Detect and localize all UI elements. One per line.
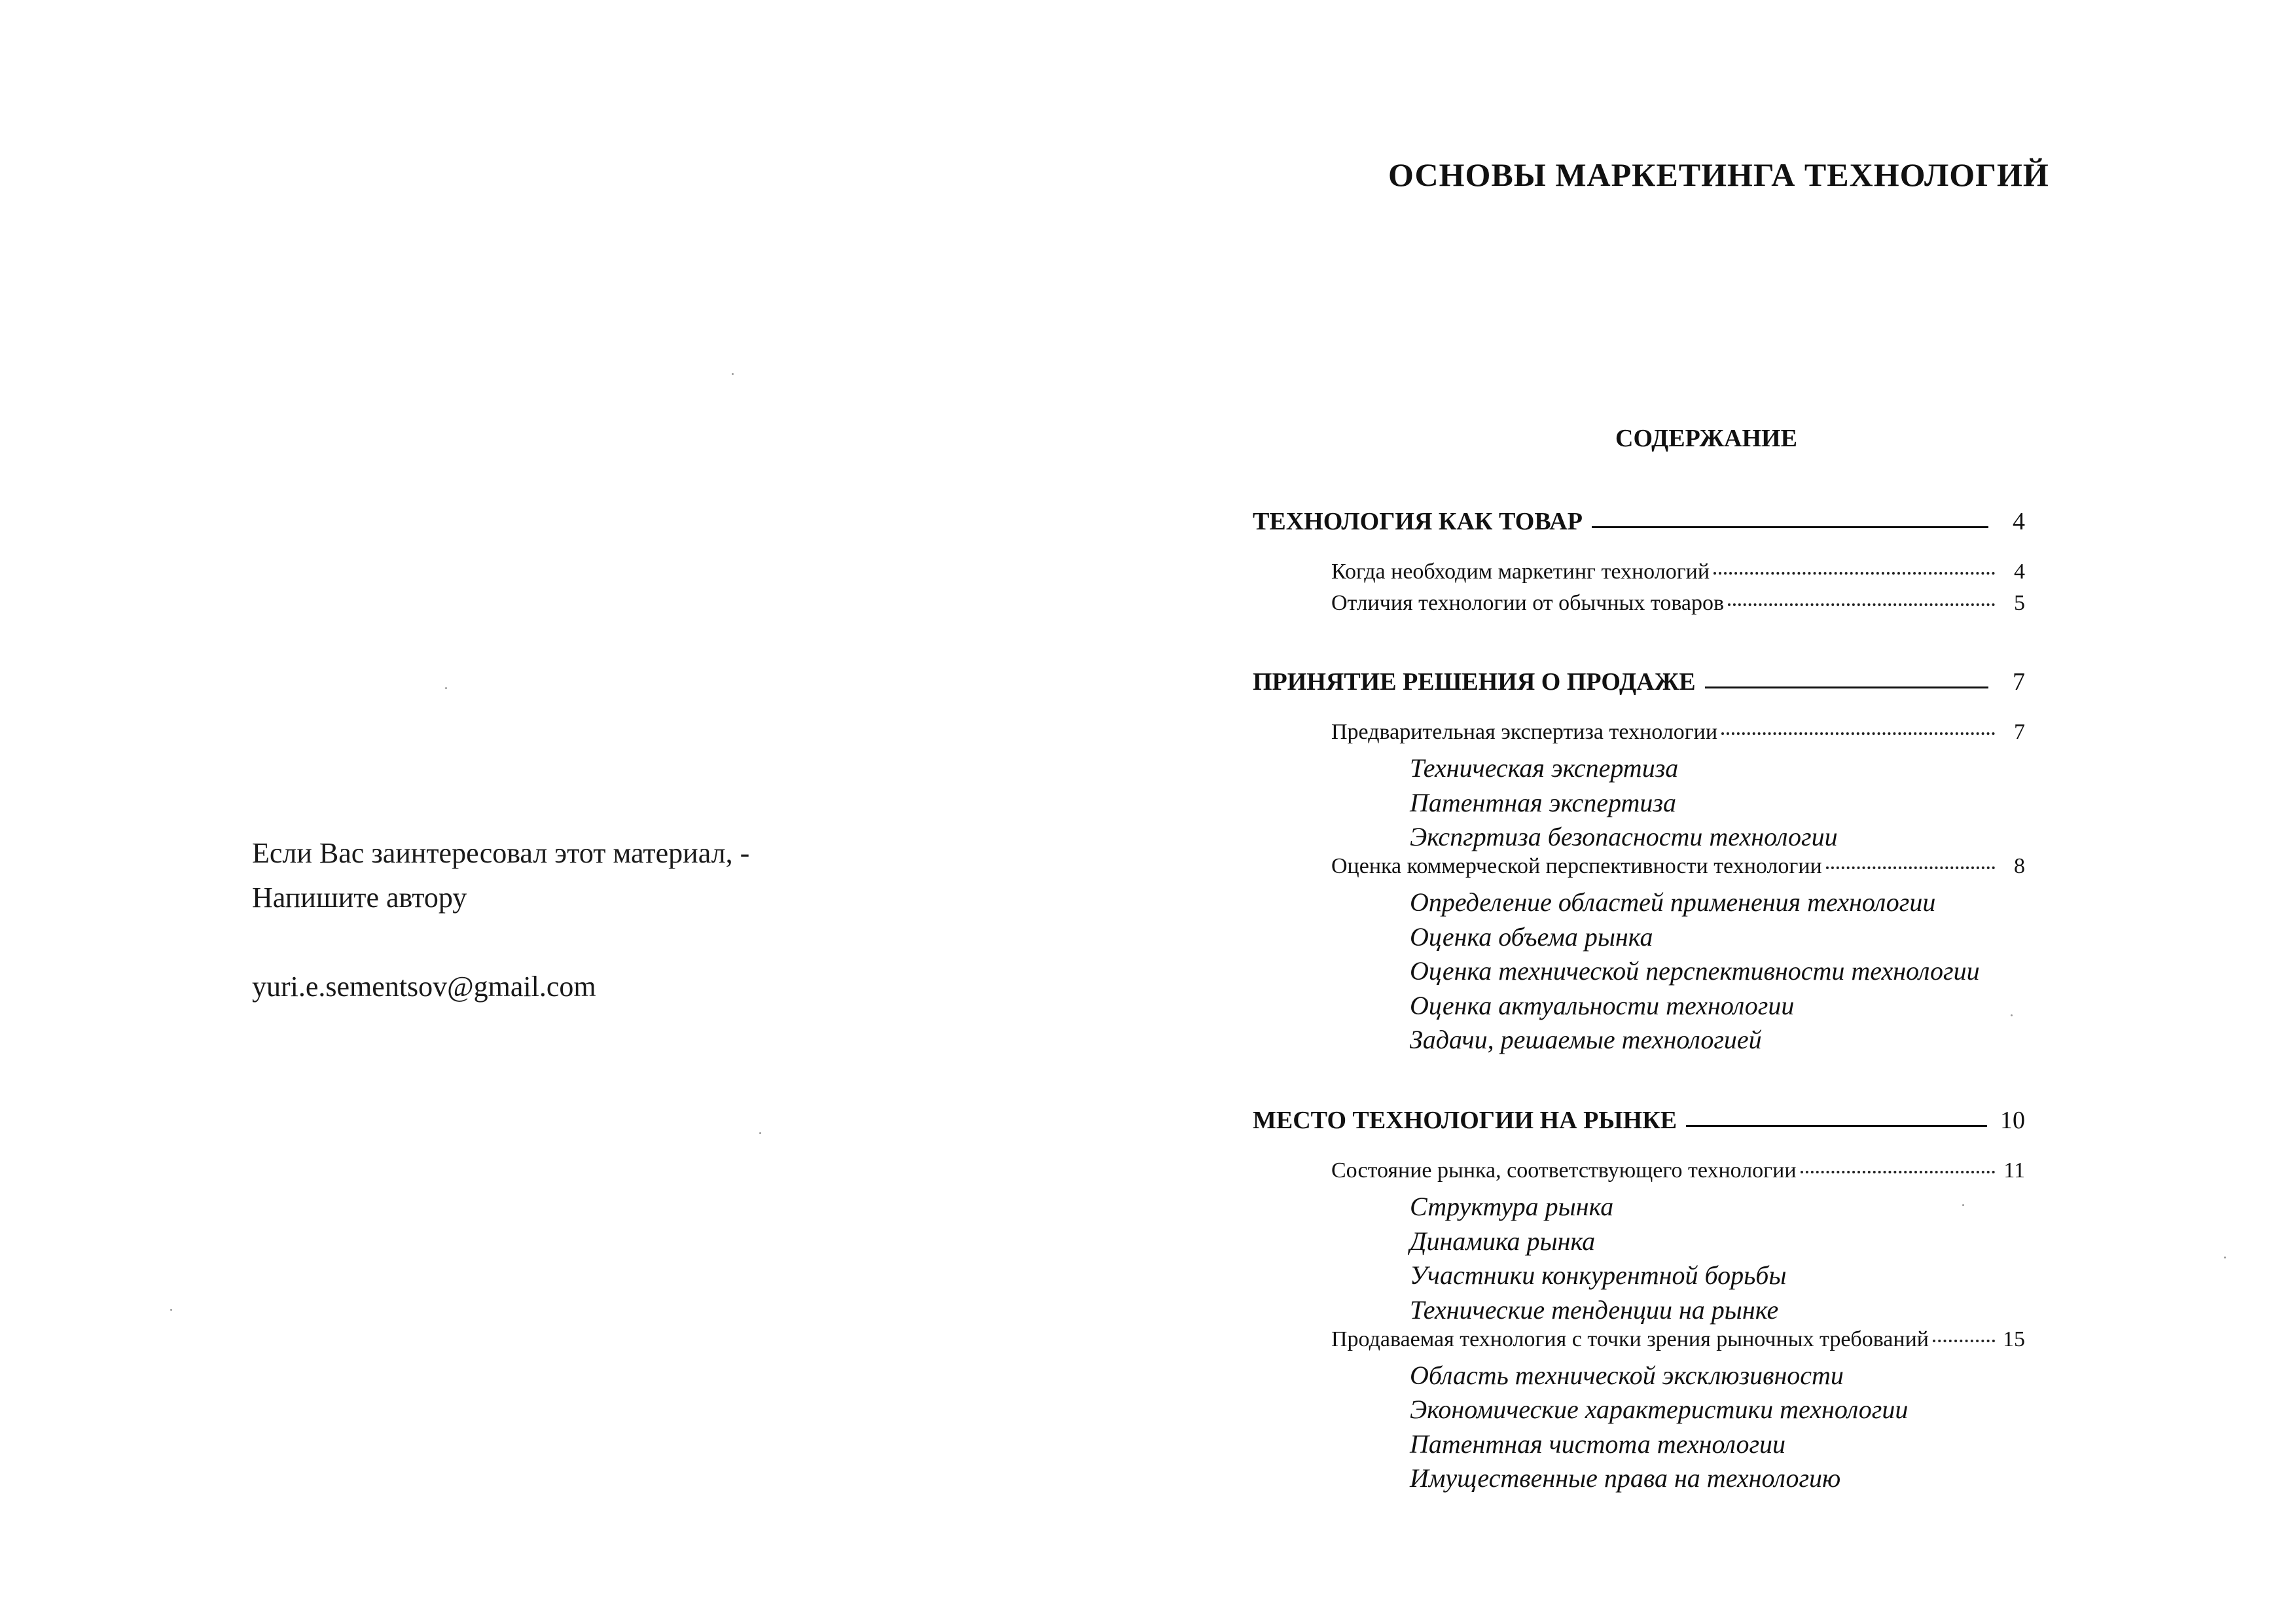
section-title: ТЕХНОЛОГИЯ КАК ТОВАР bbox=[1253, 508, 1583, 535]
dot-leader bbox=[1728, 603, 1995, 606]
dot-leader bbox=[1933, 1340, 1995, 1342]
right-page bbox=[1148, 0, 2296, 1623]
toc-item[interactable]: Задачи, решаемые технологией bbox=[1410, 1025, 1762, 1054]
toc-item[interactable]: Оценка актуальности технологии bbox=[1410, 991, 1795, 1020]
page-number: 10 bbox=[2000, 1107, 2025, 1134]
scan-speck bbox=[2011, 1014, 2013, 1016]
toc-item[interactable]: Патентная чистота технологии bbox=[1410, 1429, 1786, 1459]
dot-leader bbox=[1713, 572, 1995, 575]
toc-subsection[interactable] bbox=[1253, 1158, 2025, 1183]
page-number: 7 bbox=[2013, 668, 2025, 696]
page-number: 7 bbox=[2014, 720, 2025, 744]
toc-item[interactable]: Технические тенденции на рынке bbox=[1410, 1295, 1779, 1325]
toc-section[interactable] bbox=[1253, 1106, 2025, 1135]
scan-speck bbox=[759, 1132, 761, 1134]
toc-item[interactable]: Определение областей применения технологии bbox=[1410, 887, 1936, 917]
scan-speck bbox=[170, 1309, 172, 1311]
leader-line bbox=[1592, 526, 1988, 528]
toc-item[interactable]: Патентная экспертиза bbox=[1410, 788, 1676, 817]
leader-line bbox=[1705, 687, 1988, 688]
dot-leader bbox=[1721, 732, 1995, 735]
book-title: ОСНОВЫ МАРКЕТИНГА ТЕХНОЛОГИЙ bbox=[1388, 156, 2049, 193]
toc-heading: СОДЕРЖАНИЕ bbox=[1615, 425, 1797, 452]
section-title: ПРИНЯТИЕ РЕШЕНИЯ О ПРОДАЖЕ bbox=[1253, 668, 1696, 696]
toc-subsection[interactable] bbox=[1253, 854, 2025, 879]
toc-item[interactable]: Оценка объема рынка bbox=[1410, 922, 1653, 952]
toc-item[interactable]: Техническая экспертиза bbox=[1410, 753, 1679, 783]
author-email[interactable]: yuri.e.sementsov@gmail.com bbox=[252, 971, 596, 1003]
toc-item[interactable]: Экономические характеристики технологии bbox=[1410, 1395, 1909, 1424]
section-title: МЕСТО ТЕХНОЛОГИИ НА РЫНКЕ bbox=[1253, 1107, 1677, 1134]
subsection-title: Продаваемая технология с точки зрения рыночных требований bbox=[1331, 1327, 1929, 1351]
page-number: 15 bbox=[2003, 1327, 2025, 1351]
toc-item[interactable]: Экспгртиза безопасности технологии bbox=[1410, 822, 1838, 851]
subsection-title: Предварительная экспертиза технологии bbox=[1331, 720, 1718, 744]
toc-subsection[interactable] bbox=[1253, 720, 2025, 745]
page-number: 8 bbox=[2014, 854, 2025, 878]
toc-item[interactable]: Структура рынка bbox=[1410, 1192, 1614, 1221]
page-number: 4 bbox=[2013, 508, 2025, 535]
toc-section[interactable] bbox=[1253, 668, 2025, 696]
subsection-title: Отличия технологии от обычных товаров bbox=[1331, 591, 1725, 615]
toc-item[interactable]: Участники конкурентной борьбы bbox=[1410, 1260, 1787, 1290]
scan-speck bbox=[445, 687, 447, 689]
toc-item[interactable]: Динамика рынка bbox=[1410, 1226, 1596, 1256]
note-line-2: Напишите автору bbox=[252, 882, 467, 914]
subsection-title: Когда необходим маркетинг технологий bbox=[1331, 560, 1710, 584]
toc-subsection[interactable] bbox=[1253, 1327, 2025, 1352]
toc-item[interactable]: Область технической эксклюзивности bbox=[1410, 1361, 1844, 1390]
scan-speck bbox=[1962, 1204, 1964, 1206]
toc-item[interactable]: Оценка технической перспективности технологии bbox=[1410, 956, 1980, 986]
leader-line bbox=[1686, 1125, 1987, 1127]
toc-section[interactable] bbox=[1253, 507, 2025, 536]
toc-subsection[interactable] bbox=[1253, 591, 2025, 616]
subsection-title: Оценка коммерческой перспективности технологии bbox=[1331, 854, 1822, 878]
page-number: 5 bbox=[2014, 591, 2025, 615]
toc-item[interactable]: Имущественные права на технологию bbox=[1410, 1463, 1841, 1493]
scan-speck bbox=[2224, 1257, 2226, 1258]
scan-speck bbox=[732, 373, 734, 375]
subsection-title: Состояние рынка, соответствующего технологии bbox=[1331, 1158, 1797, 1183]
page-number: 11 bbox=[2003, 1158, 2025, 1183]
note-line-1: Если Вас заинтересовал этот материал, - bbox=[252, 837, 750, 869]
page-number: 4 bbox=[2014, 560, 2025, 584]
contact-note bbox=[252, 831, 749, 1009]
dot-leader bbox=[1826, 866, 1995, 869]
toc-subsection[interactable] bbox=[1253, 560, 2025, 584]
dot-leader bbox=[1801, 1171, 1995, 1173]
